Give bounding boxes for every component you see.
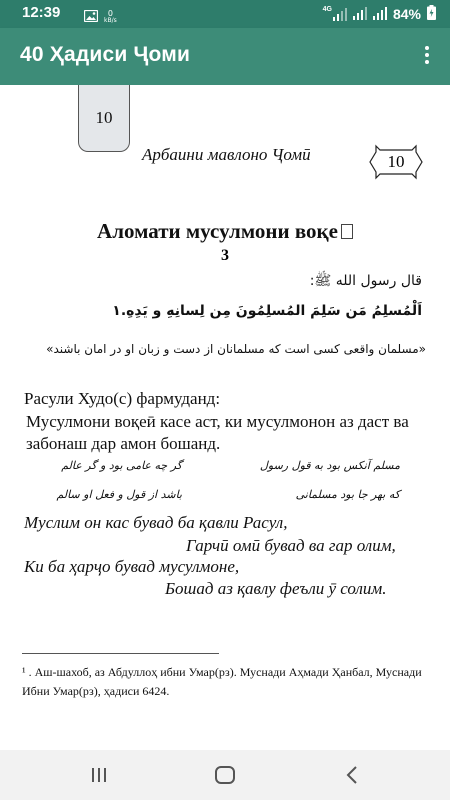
signal-bars-icon xyxy=(373,6,387,23)
footnote-divider xyxy=(22,653,219,654)
poem-persian-line: باشد از قول و فعل او سالم xyxy=(56,488,182,501)
status-time: 12:39 xyxy=(22,4,61,21)
chapter-title-text: Аломати мусулмони воқе xyxy=(97,219,338,243)
status-left-icons xyxy=(84,7,117,26)
persian-translation: «مسلمان واقعی کسی است که مسلمانان از دست و زبان او در امان باشند» xyxy=(46,342,426,356)
system-nav-bar xyxy=(0,750,450,800)
arabic-intro: قال رسول الله ﷺ: xyxy=(309,273,422,289)
status-right xyxy=(323,5,436,23)
tajik-intro: Расули Худо(с) фармуданд: xyxy=(24,389,221,408)
tajik-translation: Мусулмони воқеӣ касе аст, ки мусулмонон аз даст ва забонаш дар амон бошанд. xyxy=(26,412,409,453)
poem-tajik-line: Муслим он кас бувад ба қавли Расул, xyxy=(24,513,288,532)
book-page[interactable] xyxy=(0,85,450,750)
battery-charging-icon xyxy=(427,5,436,23)
header-page-number: 10 xyxy=(387,152,405,171)
image-icon xyxy=(84,7,98,26)
signal-4g-icon xyxy=(323,7,347,21)
back-icon[interactable] xyxy=(338,762,368,788)
arabic-hadith: اَلْمُسلِمُ مَن سَلِمَ المُسلِمُونَ مِن لِسانِهِ و يَدِهِ.١ xyxy=(112,303,422,319)
signal-label: 4G xyxy=(322,6,332,13)
network-speed-unit: kB/s xyxy=(104,16,117,24)
app-bar xyxy=(0,28,450,85)
poem-persian-line: که بهر جا بود مسلمانی xyxy=(295,488,400,501)
poem-persian-line: مسلم آنکس بود به قول رسول xyxy=(259,459,400,472)
hadith-number: 3 xyxy=(221,247,229,264)
poem-persian-line: گر چه عامی بود و گر عالم xyxy=(61,459,182,472)
status-bar xyxy=(0,0,450,28)
battery-percent: 84% xyxy=(392,6,421,22)
recent-apps-icon[interactable] xyxy=(84,762,114,788)
overflow-menu-icon[interactable] xyxy=(422,46,432,68)
missing-glyph-box xyxy=(341,224,353,239)
book-header: Арбаини мавлоно Ҷомӣ xyxy=(142,145,311,164)
signal-bars-icon xyxy=(353,6,367,23)
network-speed-icon xyxy=(104,10,117,24)
poem-tajik-line: Гарчӣ омӣ бувад ва гар олим, xyxy=(186,536,396,555)
app-title: 40 Ҳадиси Ҷоми xyxy=(20,43,191,66)
chapter-title xyxy=(0,219,450,244)
poem-tajik-line: Бошад аз қавлу феъли ӯ солим. xyxy=(165,579,387,598)
page-number-tab[interactable]: 10 xyxy=(78,85,130,152)
network-speed-value: 0 xyxy=(107,8,113,18)
footnote: ¹ . Аш-шахоб, аз Абдуллоҳ ибни Умар(рз). Муснади Аҳмади Ҳанбал, Муснади Ибни Умар(рз), ҳадиси 6424. xyxy=(22,665,422,698)
poem-tajik-line: Ки ба ҳарҷо бувад мусулмоне, xyxy=(24,557,240,576)
home-icon[interactable] xyxy=(210,762,240,788)
